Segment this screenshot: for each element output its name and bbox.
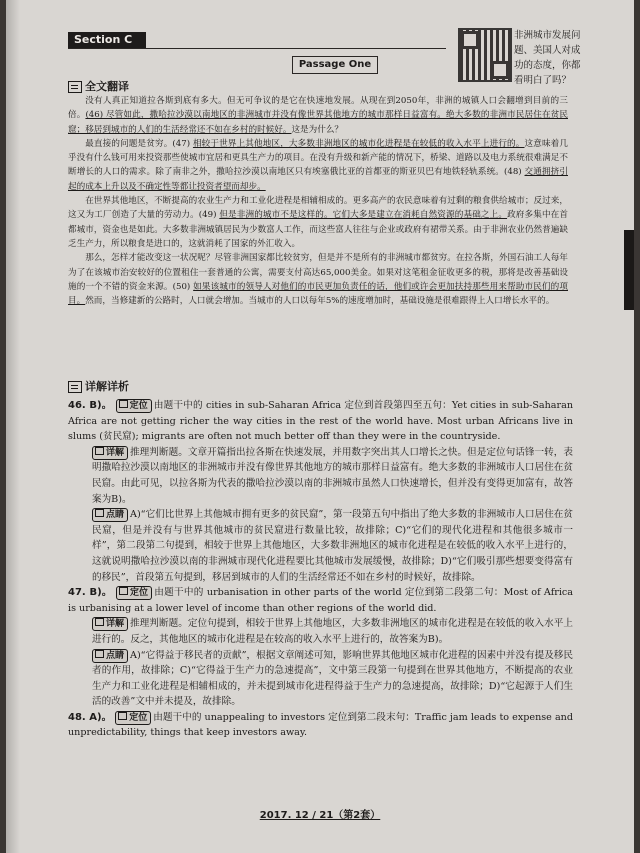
analysis-text: 推理判断题。文章开篇指出拉各斯在快速发展，并用数字突出其人口增长之快。但是定位句话锋一转，表明撒哈拉沙漠以南地区的非洲城市并没有像世界其他地方的城市那样日益富有。绝大多数的非洲城市人口居住在贫民窟。由此可见，以拉各斯为代表的撒哈拉沙漠以南的非洲城市虽然人口快速增长，但并没有变得更加富有，故答案为B)。 — [92, 446, 573, 505]
badge-icon — [95, 509, 104, 517]
binder-clip — [624, 230, 634, 310]
translation-heading-text: 全文翻译 — [85, 80, 129, 93]
answer-entry — [68, 398, 573, 445]
underlined-sentence: 交通拥挤引起的成本上升以及不确定性等都让投资者望而却步。 — [68, 167, 568, 192]
underlined-sentence: 绝大多数的非洲市民居住在贫民窟；移居到城市的人们的生活经常还不如在乡村的时候好。 — [68, 110, 568, 135]
page-shadow — [6, 0, 20, 853]
answer-entry — [68, 710, 573, 741]
analysis-text: 由题干中的 cities in sub-Saharan Africa 定位到首段第四至五句：Yet cities in sub-Saharan Africa are not getting richer the way cities in the rest of the world have. Most urban Africans live in slums (贫民窟); migrants are often not much better off than they were in the countryside. — [68, 400, 574, 443]
sentence: 那么，怎样才能改变这一状况呢？尽管非洲国家都比较贫穷，但是并不是所有的非洲城市都贫穷。在拉各斯，外国石油工人每年为了在该城市治安较好的位置租住一套普通的公寓，需要支付高达65,000美金。如果对这笔租金征收更多的税，那将是改善基础设施的一个不错的资金来源。(50) — [68, 253, 568, 292]
label-badge — [92, 446, 128, 460]
answer-entry — [68, 445, 573, 507]
sentence: 在世界其他地区，不断提高的农业生产力和工业化进程是相辅相成的。更多高产的农民意味着有过剩的粮食供给城市；反过来，这又为工厂创造了大量的劳动力。(49) — [68, 196, 568, 221]
badge-icon — [118, 712, 127, 720]
badge-icon — [95, 650, 104, 658]
sentence: 这是为什么？ — [291, 124, 344, 135]
qr-code-icon — [458, 28, 512, 82]
label-badge — [116, 399, 152, 413]
underlined-sentence: 如果该城市的领导人对他们的市民更加负责任的话，他们或许会更加扶持那些用来帮助市民们的项目。 — [68, 281, 568, 307]
translation-paragraph — [68, 137, 568, 194]
answer-entry — [68, 585, 573, 616]
answer-entry — [68, 648, 573, 710]
answer-number: 48. A)。 — [68, 711, 116, 723]
translation-heading — [68, 80, 129, 94]
section-label: Section C — [68, 32, 146, 48]
page-footer — [6, 806, 634, 821]
book-icon — [68, 81, 82, 93]
answer-number: 46. B)。 — [68, 400, 116, 411]
analysis-text: 推理判断题。定位句提到，相较于世界上其他地区，大多数非洲地区的城市化进程是在较低的收入水平上进行的。反之，其他地区的城市化进程是在较高的收入水平上进行的，故答案为B)。 — [92, 618, 573, 645]
label-badge — [92, 649, 128, 663]
translation-paragraph — [68, 94, 568, 137]
badge-label: 点睛 — [106, 650, 125, 661]
analysis-text: 由题干中的 unappealing to investors 定位到第二段末句：Traffic jam leads to expense and unpredictability, things that keep investors away. — [68, 711, 573, 739]
answer-number: 47. B)。 — [68, 587, 116, 599]
translation-paragraph — [68, 251, 568, 308]
badge-label: 详解 — [106, 619, 125, 630]
translation-body — [68, 94, 568, 308]
qr-caption: 非洲城市发展问 题、美国人对成 功的态度，你都 看明白了吗？ — [514, 30, 581, 86]
badge-label: 定位 — [129, 588, 148, 599]
analysis-heading — [68, 380, 129, 394]
label-badge — [115, 711, 151, 725]
answer-entry — [68, 616, 573, 647]
underlined-sentence: 但是非洲的城市不是这样的。它们大多是建立在消耗自然资源的基础之上。 — [219, 210, 508, 221]
badge-icon — [95, 447, 104, 455]
analysis-text: 由题干中的 urbanisation in other parts of the world 定位到第二段第二句：Most of Africa is urbanising at a lower level of income than other regions of the world did. — [68, 587, 573, 614]
badge-icon — [119, 400, 128, 408]
badge-icon — [95, 618, 104, 626]
translation-paragraph — [68, 194, 568, 251]
sentence: 没有人真正知道拉各斯到底有多大。但无可争议的是它在快速地发展。从现在到2050年，非洲的城镇人口会翻增到目前的三倍。 — [68, 96, 568, 121]
badge-label: 点睛 — [106, 510, 125, 521]
passage-title: Passage One — [292, 56, 378, 74]
badge-label: 定位 — [129, 712, 148, 723]
analysis-text: A)“它得益于移民者的贡献”，根据文章阐述可知，影响世界其他地区城市化进程的因素中并没有提及移民者的作用，故排除；C)“它得益于生产力的急速提高”，文中第三段第一句提到在世界其他地方，不断提高的农业生产力和工业化进程是相辅相成的，并未提到城市化进程得益于生产力的急速提高，故排除；D)“它起源于人们生活的改善”文中并未提及，故排除。 — [92, 649, 573, 708]
label-badge — [92, 508, 128, 522]
analysis-body — [68, 398, 573, 741]
label-badge — [92, 617, 128, 631]
document-page — [6, 0, 634, 853]
badge-icon — [119, 587, 128, 595]
section-rule — [68, 48, 446, 49]
book-icon — [68, 381, 82, 393]
underlined-sentence: 相较于世界上其他地区，大多数非洲地区的城市化进程是在较低的收入水平上进行的。 — [192, 138, 525, 149]
sentence: 政府多集中在首都城市，资金也是如此。大多数非洲城镇居民为少数富人工作，而这些富人往往与企业或政府有裙带关系。由于非洲农业仍然普遍缺乏生产力，所以粮食是进口的，这就消耗了国家的外汇收入。 — [68, 210, 568, 249]
sentence: 最直接的问题是贫穷。(47) — [85, 138, 193, 149]
sentence: 然而，当修建新的公路时，人口就会增加。当城市的人口以每年5%的速度增加时，基础设施是很难跟得上人口增长水平的。 — [85, 296, 555, 307]
sentence: 这意味着几乎没有什么钱可用来投资那些使城市宜居和更具生产力的项目。在没有升级和新产能的情况下，桥梁、道路以及电力系统很难满足不断增长的人口的需求。除了南非之外，撒哈拉沙漠以南地区只有埃塞俄比亚的首都亚的斯亚贝巴有地铁轻轨系统。(48) — [68, 138, 568, 178]
page-footer-text: 2017. 12 / 21（第2套） — [259, 810, 381, 821]
analysis-heading-text: 详解详析 — [85, 380, 129, 393]
badge-label: 详解 — [106, 447, 125, 458]
badge-label: 定位 — [129, 401, 148, 411]
answer-entry — [68, 507, 573, 585]
analysis-text: A)“它们比世界上其他城市拥有更多的贫民窟”，第一段第五句中指出了绝大多数的非洲城市人口居住在贫民窟，但是并没有与世界其他城市的贫民窟进行数量比较，故排除；C)“它们的现代化进程和其他很多城市一样”，第二段第二句提到，相较于世界上其他地区，大多数非洲地区的城市化进程是在较低的收入水平上进行的，这就说明撒哈拉沙漠以南的非洲城市现代化进程要比其他城市发展缓慢，故排除；D)“它们吸引那些想要变得富有的移民”，首段第五句提到，移居到城市的人们的生活经常还不如在乡村的时候好，故排除。 — [92, 509, 573, 583]
label-badge — [116, 586, 152, 600]
underlined-sentence: (46) 尽管如此，撒哈拉沙漠以南地区的非洲城市并没有像世界其他地方的城市那样日益富有。 — [85, 110, 447, 121]
